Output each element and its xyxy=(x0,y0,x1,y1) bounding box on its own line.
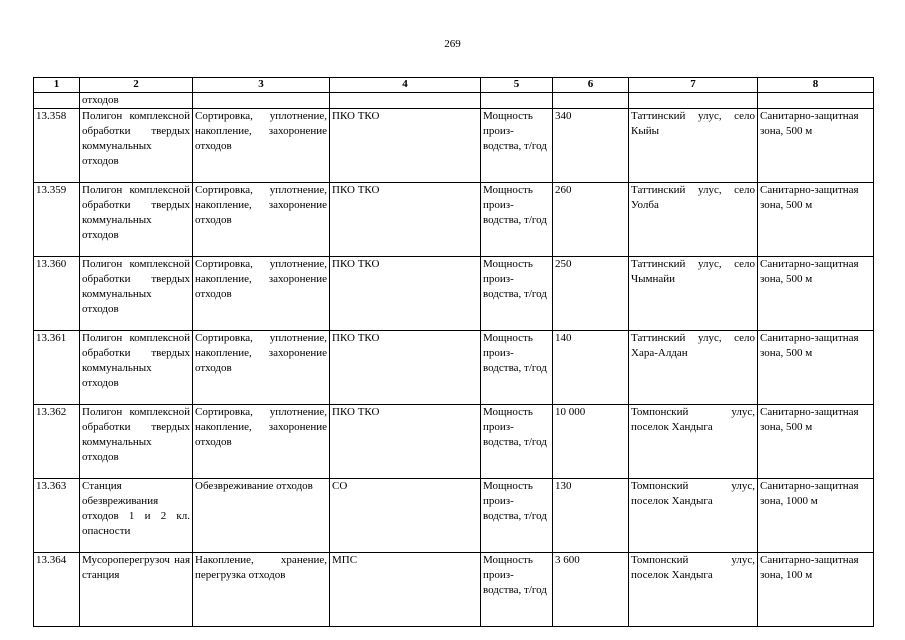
cell xyxy=(481,93,553,109)
header-row xyxy=(34,78,874,93)
parameter-cell: Мощность произ-водства, т/год xyxy=(481,331,553,405)
row-number-cell: 13.361 xyxy=(34,331,80,405)
object-type-cell: ПКО ТКО xyxy=(330,331,481,405)
cell xyxy=(758,93,874,109)
location-cell: Томпонский улус, поселок Хандыга xyxy=(629,553,758,627)
row-number-cell: 13.364 xyxy=(34,553,80,627)
zone-cell: Санитарно-защитная зона, 500 м xyxy=(758,109,874,183)
header-cell: 5 xyxy=(481,78,553,93)
zone-cell: Санитарно-защитная зона, 500 м xyxy=(758,183,874,257)
table-row xyxy=(34,109,874,183)
value-cell: 130 xyxy=(553,479,629,553)
value-cell: 3 600 xyxy=(553,553,629,627)
object-name-cell: Полигон комплексной обработки твердых коммунальных отходов xyxy=(80,257,193,331)
header-cell: 7 xyxy=(629,78,758,93)
object-name-cell: Полигон комплексной обработки твердых коммунальных отходов xyxy=(80,405,193,479)
header-cell: 6 xyxy=(553,78,629,93)
table-row xyxy=(34,331,874,405)
value-cell: 260 xyxy=(553,183,629,257)
object-type-cell: ПКО ТКО xyxy=(330,405,481,479)
object-name-cell: Мусороперегрузоч ная станция xyxy=(80,553,193,627)
location-cell: Таттинский улус, село Чымнайи xyxy=(629,257,758,331)
value-cell: 250 xyxy=(553,257,629,331)
continuation-row xyxy=(34,93,874,109)
table-row xyxy=(34,183,874,257)
location-cell: Томпонский улус, поселок Хандыга xyxy=(629,479,758,553)
purpose-cell: Обезвреживание отходов xyxy=(193,479,330,553)
purpose-cell: Сортировка, уплотнение, накопление, захоронение отходов xyxy=(193,257,330,331)
cell: отходов xyxy=(80,93,193,109)
object-name-cell: Полигон комплексной обработки твердых коммунальных отходов xyxy=(80,331,193,405)
location-cell: Томпонский улус, поселок Хандыга xyxy=(629,405,758,479)
table-row xyxy=(34,479,874,553)
objects-table xyxy=(33,77,874,627)
location-cell: Таттинский улус, село Кыйы xyxy=(629,109,758,183)
row-number-cell: 13.360 xyxy=(34,257,80,331)
table-row xyxy=(34,553,874,627)
zone-cell: Санитарно-защитная зона, 1000 м xyxy=(758,479,874,553)
row-number-cell: 13.358 xyxy=(34,109,80,183)
page-number: 269 xyxy=(444,38,461,50)
row-number-cell: 13.362 xyxy=(34,405,80,479)
zone-cell: Санитарно-защитная зона, 100 м xyxy=(758,553,874,627)
value-cell: 10 000 xyxy=(553,405,629,479)
parameter-cell: Мощность произ-водства, т/год xyxy=(481,553,553,627)
purpose-cell: Сортировка, уплотнение, накопление, захоронение отходов xyxy=(193,405,330,479)
zone-cell: Санитарно-защитная зона, 500 м xyxy=(758,331,874,405)
table-row xyxy=(34,257,874,331)
purpose-cell: Сортировка, уплотнение, накопление, захоронение отходов xyxy=(193,109,330,183)
object-name-cell: Полигон комплексной обработки твердых коммунальных отходов xyxy=(80,183,193,257)
cell xyxy=(553,93,629,109)
header-cell: 4 xyxy=(330,78,481,93)
row-number-cell: 13.363 xyxy=(34,479,80,553)
object-name-cell: Станция обезвреживания отходов 1 и 2 кл. опасности xyxy=(80,479,193,553)
purpose-cell: Сортировка, уплотнение, накопление, захоронение отходов xyxy=(193,331,330,405)
table-row xyxy=(34,405,874,479)
header-cell: 1 xyxy=(34,78,80,93)
row-number-cell: 13.359 xyxy=(34,183,80,257)
cell xyxy=(330,93,481,109)
parameter-cell: Мощность произ-водства, т/год xyxy=(481,257,553,331)
location-cell: Таттинский улус, село Уолба xyxy=(629,183,758,257)
cell xyxy=(629,93,758,109)
object-name-cell: Полигон комплексной обработки твердых коммунальных отходов xyxy=(80,109,193,183)
zone-cell: Санитарно-защитная зона, 500 м xyxy=(758,257,874,331)
header-cell: 8 xyxy=(758,78,874,93)
object-type-cell: МПС xyxy=(330,553,481,627)
object-type-cell: ПКО ТКО xyxy=(330,257,481,331)
parameter-cell: Мощность произ-водства, т/год xyxy=(481,109,553,183)
parameter-cell: Мощность произ-водства, т/год xyxy=(481,183,553,257)
value-cell: 140 xyxy=(553,331,629,405)
header-cell: 3 xyxy=(193,78,330,93)
parameter-cell: Мощность произ-водства, т/год xyxy=(481,479,553,553)
value-cell: 340 xyxy=(553,109,629,183)
purpose-cell: Накопление, хранение, перегрузка отходов xyxy=(193,553,330,627)
parameter-cell: Мощность произ-водства, т/год xyxy=(481,405,553,479)
object-type-cell: ПКО ТКО xyxy=(330,183,481,257)
header-cell: 2 xyxy=(80,78,193,93)
location-cell: Таттинский улус, село Хара-Алдан xyxy=(629,331,758,405)
cell xyxy=(193,93,330,109)
cell xyxy=(34,93,80,109)
purpose-cell: Сортировка, уплотнение, накопление, захоронение отходов xyxy=(193,183,330,257)
zone-cell: Санитарно-защитная зона, 500 м xyxy=(758,405,874,479)
object-type-cell: СО xyxy=(330,479,481,553)
object-type-cell: ПКО ТКО xyxy=(330,109,481,183)
